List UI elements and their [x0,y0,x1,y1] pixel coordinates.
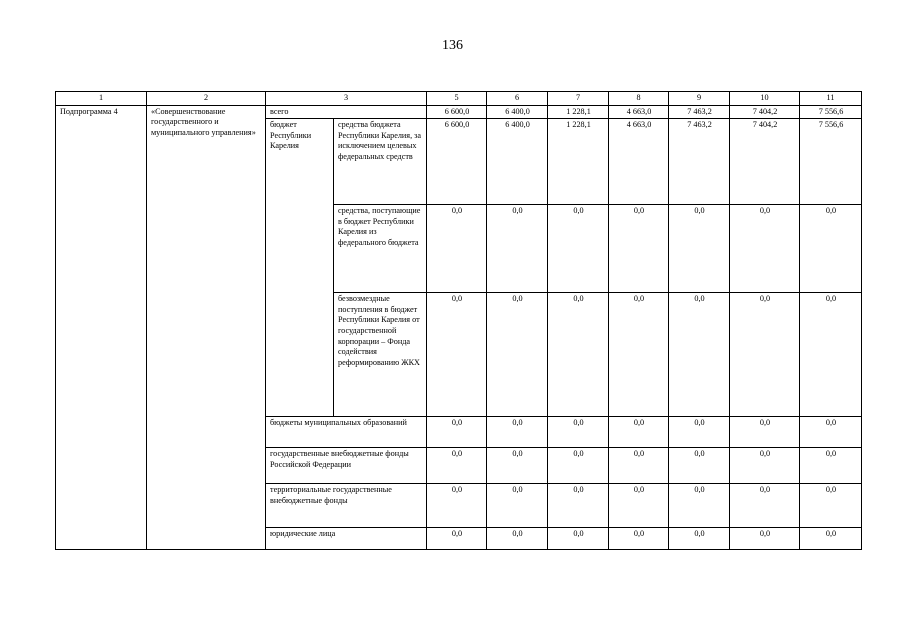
table-cell: 0,0 [669,205,730,293]
row-label: средства, поступающие в бюджет Республики Карелия из федерального бюджета [334,205,427,293]
page-number: 136 [442,38,463,53]
row-label: безвозмездные поступления в бюджет Республики Карелия от государственной корпорации – Фонда содействия реформированию ЖКХ [334,293,427,417]
column-header: 11 [800,92,862,106]
table-cell: 0,0 [609,484,669,528]
budget-table [55,91,862,550]
table-cell: 0,0 [548,205,609,293]
table-cell: 0,0 [669,528,730,550]
column-header: 5 [427,92,487,106]
table-cell: 0,0 [730,293,800,417]
table-cell: 0,0 [669,293,730,417]
program-code: Подпрограмма 4 [56,105,147,550]
table-cell: 0,0 [730,448,800,484]
table-cell: 0,0 [800,484,862,528]
row-label: юридические лица [266,528,427,550]
column-header: 8 [609,92,669,106]
header-row [56,92,862,106]
table-cell: 0,0 [800,417,862,448]
table-cell: 0,0 [427,205,487,293]
table-cell: 0,0 [487,293,548,417]
table-cell: 0,0 [548,448,609,484]
table-cell: 0,0 [669,417,730,448]
table-cell: 0,0 [800,448,862,484]
table-cell: 0,0 [487,417,548,448]
table-cell: 0,0 [669,448,730,484]
table-cell: 0,0 [730,205,800,293]
table-cell: 0,0 [548,528,609,550]
table-cell: 0,0 [609,205,669,293]
table-cell: 6 400,0 [487,119,548,205]
table-cell: 0,0 [730,484,800,528]
column-header: 7 [548,92,609,106]
table-cell: 0,0 [427,484,487,528]
table-cell: 7 404,2 [730,105,800,119]
table-cell: 6 600,0 [427,119,487,205]
table-cell: 0,0 [427,528,487,550]
table-cell: 6 600,0 [427,105,487,119]
row-group-label: бюджет Республики Карелия [266,119,334,417]
table-cell: 0,0 [548,417,609,448]
table-cell: 0,0 [609,293,669,417]
program-title: «Совершенствование государственного и муниципального управления» [147,105,266,550]
table-cell: 0,0 [548,484,609,528]
table-cell: 0,0 [548,293,609,417]
table-cell: 7 463,2 [669,105,730,119]
table-cell: 4 663,0 [609,105,669,119]
table-cell: 0,0 [800,293,862,417]
row-label: государственные внебюджетные фонды Российской Федерации [266,448,427,484]
table-cell: 0,0 [609,528,669,550]
table-cell: 0,0 [427,293,487,417]
row-label: средства бюджета Республики Карелия, за исключением целевых федеральных средств [334,119,427,205]
table-cell: 1 228,1 [548,105,609,119]
table-cell: 7 463,2 [669,119,730,205]
table-cell: 7 404,2 [730,119,800,205]
column-header: 10 [730,92,800,106]
table-cell: 0,0 [609,448,669,484]
table-cell: 6 400,0 [487,105,548,119]
table-cell: 0,0 [487,484,548,528]
table-cell: 7 556,6 [800,105,862,119]
table-row-total [56,105,862,119]
table-cell: 0,0 [730,417,800,448]
table-cell: 4 663,0 [609,119,669,205]
table-cell: 0,0 [800,205,862,293]
column-header: 9 [669,92,730,106]
table-cell: 7 556,6 [800,119,862,205]
table-cell: 0,0 [669,484,730,528]
table-cell: 0,0 [487,528,548,550]
table-cell: 0,0 [730,528,800,550]
column-header: 6 [487,92,548,106]
table-cell: 0,0 [609,417,669,448]
table-cell: 0,0 [800,528,862,550]
table-cell: 0,0 [487,448,548,484]
column-header: 1 [56,92,147,106]
table-cell: 0,0 [427,417,487,448]
row-label: бюджеты муниципальных образований [266,417,427,448]
table-cell: 0,0 [427,448,487,484]
table-cell: 1 228,1 [548,119,609,205]
row-label: территориальные государственные внебюджетные фонды [266,484,427,528]
column-header: 3 [266,92,427,106]
row-label: всего [266,105,427,119]
column-header: 2 [147,92,266,106]
table-cell: 0,0 [487,205,548,293]
